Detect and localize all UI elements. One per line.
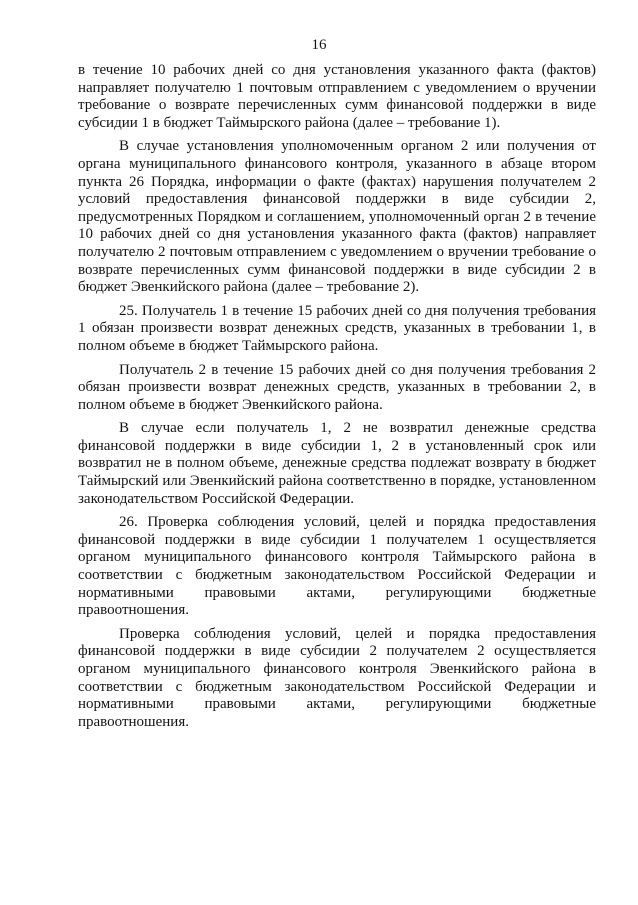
paragraph-continuation: в течение 10 рабочих дней со дня установления указанного факта (фактов) направляет получателю 1 почтовым отправлением с уведомлением о вручении требование о возврате перечисленных сумм финансовой поддержки в виде субсидии 1 в бюджет Таймырского района (далее – требование 1).	[78, 62, 596, 131]
paragraph-non-return: В случае если получатель 1, 2 не возвратил денежные средства финансовой поддержки в виде субсидии 1, 2 в установленный срок или возвратил не в полном объеме, денежные средства подлежат возврату в бюджет Таймырский или Эвенкийский района соответственно в порядке, установленном законодательством Российской Федерации.	[78, 420, 596, 507]
paragraph-recipient-2-return: Получатель 2 в течение 15 рабочих дней со дня получения требования 2 обязан произвести возврат денежных средств, указанных в требовании 2, в полном объеме в бюджет Эвенкийского района.	[78, 361, 596, 413]
paragraph-check-subsidy-2: Проверка соблюдения условий, целей и порядка предоставления финансовой поддержки в виде субсидии 2 получателем 2 осуществляется органом муниципального финансового контроля Эвенкийского района в соответствии с бюджетным законодательством Российской Федерации и нормативными правовыми актами, регулирующими бюджетные правоотношения.	[78, 625, 596, 730]
paragraph-authority-2-requirement: В случае установления уполномоченным органом 2 или получения от органа муниципального финансового контроля, указанного в абзаце втором пункта 26 Порядка, информации о факте (фактах) нарушения получателем 2 условий предоставления финансовой поддержки в виде субсидии 2, предусмотренных Порядком и соглашением, уполномоченный орган 2 в течение 10 рабочих дней со дня установления указанного факта (фактов) направляет получателю 2 почтовым отправлением с уведомлением о вручении требование о возврате перечисленных сумм финансовой поддержки в виде субсидии 2 в бюджет Эвенкийского района (далее – требование 2).	[78, 138, 596, 296]
document-body	[78, 62, 596, 737]
page-number: 16	[311, 37, 327, 53]
paragraph-item-25: 25. Получатель 1 в течение 15 рабочих дней со дня получения требования 1 обязан произвести возврат денежных средств, указанных в требовании 1, в полном объеме в бюджет Таймырского района.	[78, 302, 596, 354]
paragraph-item-26: 26. Проверка соблюдения условий, целей и порядка предоставления финансовой поддержки в виде субсидии 1 получателем 1 осуществляется органом муниципального финансового контроля Таймырского района в соответствии с бюджетным законодательством Российской Федерации и нормативными правовыми актами, регулирующими бюджетные правоотношения.	[78, 514, 596, 619]
